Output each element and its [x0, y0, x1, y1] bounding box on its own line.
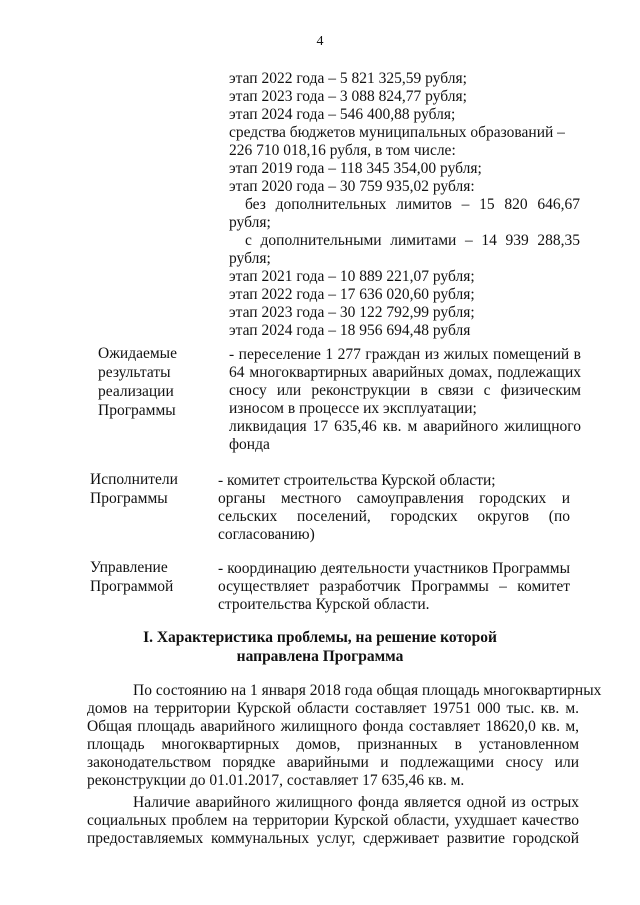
funding-line: 226 710 018,16 рубля, в том числе: [229, 142, 456, 159]
funding-line: рубля; [229, 250, 271, 267]
results-line: ликвидация 17 635,46 кв. м аварийного жилищного [229, 418, 581, 435]
executors-line: сельских поселений, городских округов (по [218, 508, 570, 525]
funding-line: средства бюджетов муниципальных образований – [229, 124, 565, 141]
funding-line: с дополнительными лимитами – 14 939 288,35 [245, 232, 580, 249]
section-heading: I. Характеристика проблемы, на решение которой направлена Программа [143, 629, 497, 665]
management-label: Управление Программой [90, 559, 174, 595]
paragraph-line: реконструкции до 01.01.2017, составляет 17 635,46 кв. м. [87, 772, 465, 789]
funding-line: этап 2019 года – 118 345 354,00 рубля; [229, 160, 482, 177]
results-line: износом в процессе их эксплуатации; [229, 400, 477, 417]
funding-line: этап 2020 года – 30 759 935,02 рубля: [229, 178, 475, 195]
results-line: 64 многоквартирных аварийных домах, подлежащих [229, 364, 581, 381]
paragraph-line: По состоянию на 1 января 2018 года общая площадь многоквартирных [133, 682, 602, 699]
results-line: - переселение 1 277 граждан из жилых помещений в [229, 346, 581, 363]
funding-line: этап 2024 года – 18 956 694,48 рубля [229, 322, 471, 339]
results-line: сносу или реконструкции в связи с физическим [229, 382, 581, 399]
paragraph-line: предоставляемых коммунальных услуг, сдерживает развитие городской [87, 830, 579, 847]
paragraph-line: социальных проблем на территории Курской области, ухудшает качество [87, 812, 579, 829]
executors-line: согласованию) [218, 526, 315, 543]
funding-line: этап 2023 года – 30 122 792,99 рубля; [229, 304, 475, 321]
funding-line: этап 2024 года – 546 400,88 рубля; [229, 106, 456, 123]
results-label: Ожидаемые результаты реализации Программы [98, 345, 177, 419]
paragraph-line: площадь многоквартирных домов, признанных в установленном [87, 736, 579, 753]
paragraph-line: Наличие аварийного жилищного фонда является одной из острых [133, 794, 579, 811]
results-line: фонда [229, 436, 270, 453]
management-line: строительства Курской области. [218, 596, 430, 613]
paragraph-line: законодательством порядке аварийными и подлежащими сносу или [87, 754, 579, 771]
funding-line: этап 2022 года – 5 821 325,59 рубля; [229, 70, 467, 87]
funding-line: без дополнительных лимитов – 15 820 646,67 [245, 196, 580, 213]
management-line: - координацию деятельности участников Программы [218, 560, 570, 577]
funding-line: этап 2021 года – 10 889 221,07 рубля; [229, 268, 475, 285]
paragraph-line: Общая площадь аварийного жилищного фонда составляет 18620,0 кв. м, [87, 718, 579, 735]
executors-line: - комитет строительства Курской области; [218, 472, 496, 489]
page-number: 4 [316, 34, 324, 49]
executors-label: Исполнители Программы [90, 471, 178, 507]
executors-line: органы местного самоуправления городских и [218, 490, 570, 507]
paragraph-line: домов на территории Курской области составляет 19751 000 тыс. кв. м. [87, 700, 579, 717]
funding-line: этап 2023 года – 3 088 824,77 рубля; [229, 88, 467, 105]
funding-line: рубля; [229, 214, 271, 231]
management-line: осуществляет разработчик Программы – комитет [218, 578, 570, 595]
funding-line: этап 2022 года – 17 636 020,60 рубля; [229, 286, 475, 303]
